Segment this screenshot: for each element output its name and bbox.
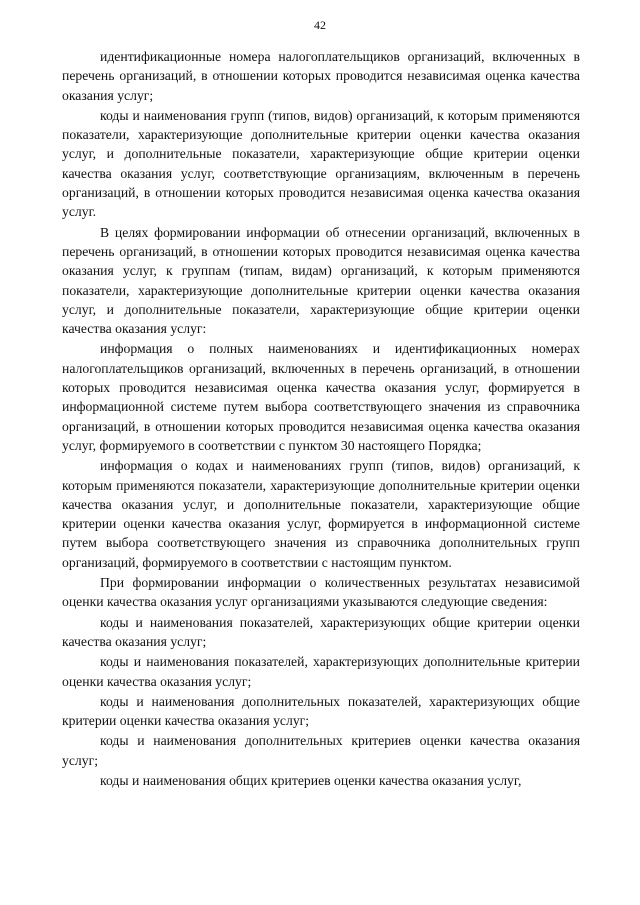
list-item-general-criteria: коды и наименования общих критериев оценки качества оказания услуг, — [100, 772, 522, 788]
paragraph-quantitative-results: При формировании информации о количественных результатах независимой оценки качества оказания услуг организациями указываются следующие сведения: — [62, 575, 580, 610]
paragraph-taxpayer-numbers: идентификационные номера налогоплательщиков организаций, включенных в перечень организаций, в отношении которых проводится независимая оценка качества оказания услуг; — [62, 49, 580, 103]
list-item-general-indicators: коды и наименования показателей, характеризующих общие критерии оценки качества оказания услуг; — [62, 614, 580, 649]
paragraph-purpose: В целях формировании информации об отнесении организаций, включенных в перечень организаций, в отношении которых проводится независимая оценка качества оказания услуг, к группам (типам, видам) организаций, к которым применяются показатели, характеризующие дополнительные критерии оценки качества оказания услуг, и дополнительные показатели, характеризующие общие критерии оценки качества оказания услуг: — [62, 224, 580, 337]
list-item-additional-criteria-indicators: коды и наименования показателей, характеризующих дополнительные критерии оценки качества оказания услуг; — [62, 654, 580, 689]
paragraph-full-names-info: информация о полных наименованиях и идентификационных номерах налогоплательщиков организаций, включенных в перечень организаций, в отношении которых проводится независимая оценка качества оказания услуг, формируется в информационной системе путем выбора соответствующего значения из справочника организаций, в отношении которых проводится независимая оценка качества оказания услуг, формируемого в соответствии с пунктом 30 настоящего Порядка; — [62, 341, 580, 453]
list-item-additional-criteria: коды и наименования дополнительных критериев оценки качества оказания услуг; — [62, 733, 580, 768]
page-number: 42 — [314, 18, 326, 32]
list-item-additional-indicators: коды и наименования дополнительных показателей, характеризующих общие критерии оценки качества оказания услуг; — [62, 693, 580, 729]
paragraph-group-codes: коды и наименования групп (типов, видов) организаций, к которым применяются показатели, характеризующие дополнительные критерии оценки качества оказания услуг, и дополнительные показатели, характеризующие общие критерии оценки качества оказания услуг, соответствующие организациям, включенным в перечень организаций, в отношении которых проводится независимая оценка качества оказания услуг. — [62, 107, 580, 220]
document-body — [62, 47, 580, 791]
paragraph-group-codes-info: информация о кодах и наименованиях групп (типов, видов) организаций, к которым применяются показатели, характеризующие дополнительные критерии оценки качества оказания услуг, и дополнительные показатели, характеризующие общие критерии оценки качества оказания услуг, формируется в информационной системе путем выбора соответствующего значения из справочника дополнительных групп организаций, формируемого в соответствии с настоящим пунктом. — [62, 458, 580, 570]
